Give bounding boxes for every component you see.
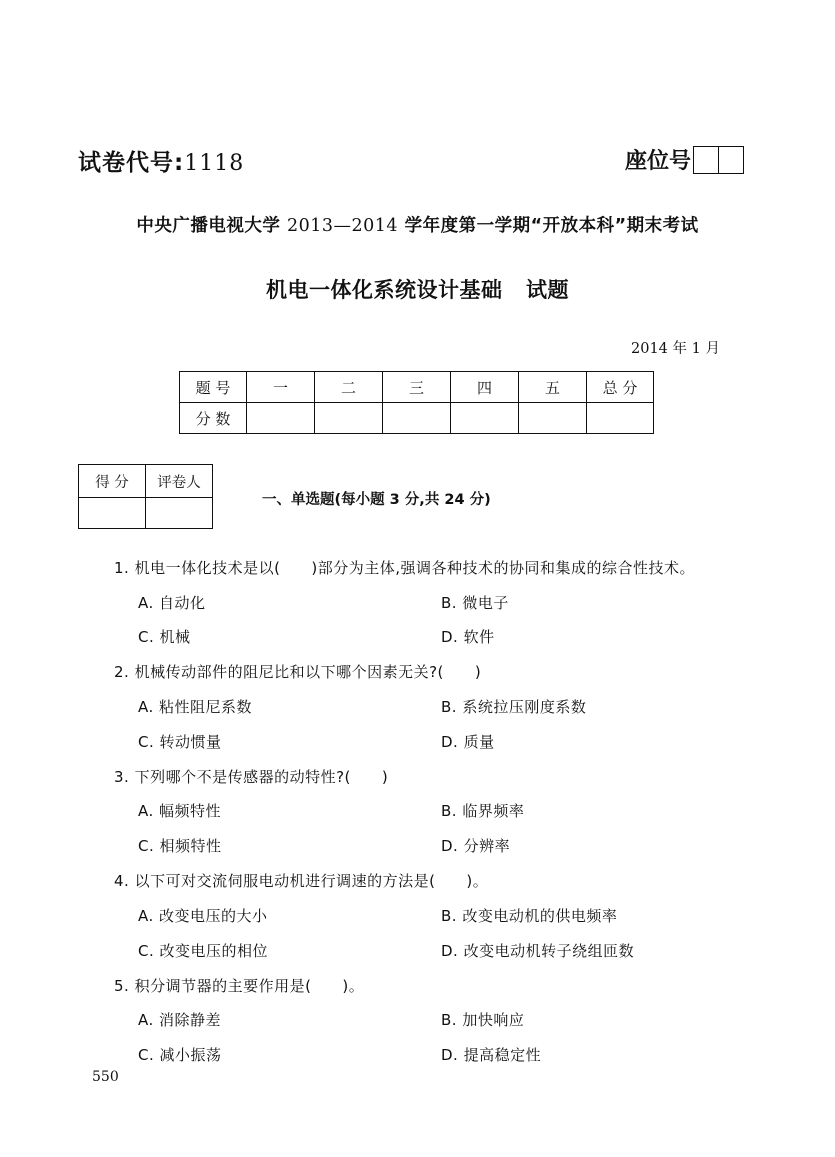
question-1-option-c: C. 机械 bbox=[138, 628, 191, 646]
question-3: 3. 下列哪个不是传感器的动特性?( ) bbox=[114, 768, 389, 786]
question-4-option-b: B. 改变电动机的供电频率 bbox=[441, 907, 618, 925]
seat-number-label: 座位号 bbox=[625, 149, 692, 174]
academic-years: 2013—2014 bbox=[286, 216, 399, 236]
question-2-option-d: D. 质量 bbox=[441, 733, 495, 751]
exam-code bbox=[78, 144, 244, 177]
score-table bbox=[179, 371, 654, 434]
question-3-option-d: D. 分辨率 bbox=[441, 837, 511, 855]
grader-header-grader: 评卷人 bbox=[146, 465, 213, 498]
seat-number bbox=[625, 144, 744, 175]
question-5-option-c: C. 减小振荡 bbox=[138, 1046, 222, 1064]
score-row-label: 分 数 bbox=[180, 403, 247, 434]
score-table-header-row bbox=[180, 372, 654, 403]
question-3-option-a: A. 幅频特性 bbox=[138, 802, 222, 820]
question-1: 1. 机电一体化技术是以( )部分为主体,强调各种技术的协同和集成的综合性技术。 bbox=[114, 559, 696, 577]
score-header-cell: 总 分 bbox=[587, 372, 654, 403]
university-line bbox=[0, 212, 835, 237]
exam-code-label: 试卷代号: bbox=[78, 150, 185, 176]
exam-date: 2014 年 1 月 bbox=[631, 341, 720, 357]
score-cell bbox=[247, 403, 315, 434]
grader-table bbox=[78, 464, 213, 529]
score-table-score-row bbox=[180, 403, 654, 434]
question-5-option-d: D. 提高稳定性 bbox=[441, 1046, 542, 1064]
score-header-cell: 一 bbox=[247, 372, 315, 403]
question-1-option-d: D. 软件 bbox=[441, 628, 495, 646]
university-prefix: 中央广播电视大学 bbox=[136, 216, 287, 236]
question-4: 4. 以下可对交流伺服电动机进行调速的方法是( )。 bbox=[114, 872, 489, 890]
page-number: 550 bbox=[92, 1069, 119, 1085]
section-title: 一、单选题(每小题 3 分,共 24 分) bbox=[262, 492, 491, 508]
question-1-option-a: A. 自动化 bbox=[138, 594, 206, 612]
exam-title: 机电一体化系统设计基础 试题 bbox=[266, 278, 569, 302]
question-3-option-b: B. 临界频率 bbox=[441, 802, 525, 820]
question-1-option-b: B. 微电子 bbox=[441, 594, 509, 612]
score-header-cell: 四 bbox=[451, 372, 519, 403]
question-2: 2. 机械传动部件的阻尼比和以下哪个因素无关?( ) bbox=[114, 663, 482, 681]
score-cell bbox=[451, 403, 519, 434]
score-header-cell: 题 号 bbox=[180, 372, 247, 403]
question-2-option-b: B. 系统拉压刚度系数 bbox=[441, 698, 587, 716]
seat-number-boxes bbox=[693, 146, 744, 174]
question-5: 5. 积分调节器的主要作用是( )。 bbox=[114, 977, 365, 995]
question-2-option-c: C. 转动惯量 bbox=[138, 733, 222, 751]
score-cell bbox=[315, 403, 383, 434]
grader-name-cell bbox=[146, 498, 213, 529]
question-4-option-d: D. 改变电动机转子绕组匝数 bbox=[441, 942, 635, 960]
seat-box bbox=[718, 147, 743, 173]
question-3-option-c: C. 相频特性 bbox=[138, 837, 222, 855]
question-2-option-a: A. 粘性阻尼系数 bbox=[138, 698, 253, 716]
score-header-cell: 二 bbox=[315, 372, 383, 403]
seat-box bbox=[694, 147, 718, 173]
score-cell bbox=[383, 403, 451, 434]
score-header-cell: 三 bbox=[383, 372, 451, 403]
question-4-option-c: C. 改变电压的相位 bbox=[138, 942, 269, 960]
score-header-cell: 五 bbox=[519, 372, 587, 403]
score-cell bbox=[519, 403, 587, 434]
exam-code-number: 1118 bbox=[184, 151, 245, 176]
grader-score-cell bbox=[79, 498, 146, 529]
score-cell bbox=[587, 403, 654, 434]
question-5-option-b: B. 加快响应 bbox=[441, 1011, 525, 1029]
question-4-option-a: A. 改变电压的大小 bbox=[138, 907, 268, 925]
question-5-option-a: A. 消除静差 bbox=[138, 1011, 222, 1029]
grader-header-score: 得 分 bbox=[79, 465, 146, 498]
university-suffix: 学年度第一学期“开放本科”期末考试 bbox=[398, 216, 699, 236]
